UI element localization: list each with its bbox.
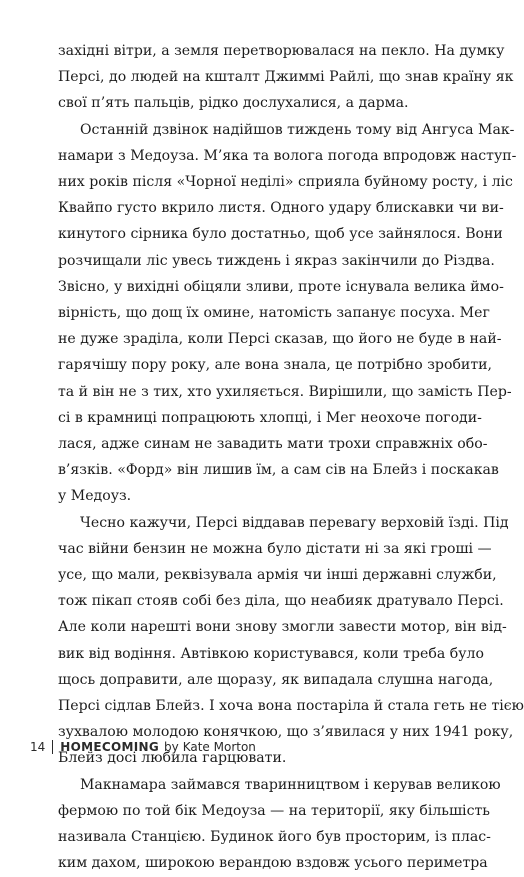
text-line: розчищали ліс увесь тиждень і якраз закінчили до Різдва. (58, 252, 495, 269)
author-name: Kate Morton (182, 740, 256, 754)
text-line: Але коли нарешті вони знову змогли завести мотор, він від- (58, 619, 507, 636)
text-line: західні вітри, а земля перетворювалася на пекло. На думку (58, 43, 505, 59)
text-line: та й він не з тих, хто ухиляється. Вирішили, що замість Пер- (58, 383, 512, 400)
text-line: в’язків. «Форд» він лишив їм, а сам сів на Блейз і поскакав (58, 462, 499, 479)
text-line: Персі, до людей на кшталт Джиммі Райлі, що знав країну як (58, 69, 514, 86)
text-line: тож пікап стояв собі без діла, що неабияк дратувало Персі. (58, 593, 504, 610)
text-line: щось доправити, але щоразу, як випадала слушна нагода, (58, 671, 494, 688)
text-line: не дуже зраділа, коли Персі сказав, що його не буде в най- (58, 331, 502, 348)
paragraph (58, 510, 524, 772)
text-line: них років після «Чорної неділі» сприяла буйному росту, і ліс (58, 174, 513, 191)
text-line: у Медоуз. (58, 488, 132, 505)
text-line: усе, що мали, реквізувала армія чи інші державні служби, (58, 567, 497, 584)
text-line: Квайпо густо вкрило листя. Одного удару блискавки чи ви- (58, 200, 504, 217)
text-line: сі в крамниці попрацюють хлопці, і Мег неохоче погоди- (58, 409, 482, 426)
text-line: називала Станцією. Будинок його був просторим, із плас- (58, 829, 491, 846)
text-line: Звісно, у вихідні обіцяли зливи, проте існувала велика ймо- (58, 278, 504, 295)
footer-separator (52, 740, 53, 754)
text-line: Чесно кажучи, Персі віддавав перевагу верховій їзді. Під (80, 514, 509, 531)
text-line: час війни бензин не можна було дістати ні за які гроші — (58, 540, 492, 557)
text-line: зухвалою молодою конячкою, що з’явилася у них 1941 року, (58, 724, 514, 741)
text-line: Макнамара займався тваринництвом і керував великою (80, 776, 501, 793)
text-line: Блейз досі любила гарцювати. (58, 750, 287, 767)
text-line: ким дахом, широкою верандою вздовж усього периметра (58, 855, 488, 872)
page-number: 14 (30, 740, 46, 754)
text-line: Останній дзвінок надійшов тиждень тому від Ангуса Мак- (80, 121, 515, 138)
text-line: гарячішу пору року, але вона знала, це потрібно зробити, (58, 357, 492, 374)
book-title: HOMECOMING (60, 740, 159, 754)
text-line: вірність, що дощ їх омине, натомість запанує посуха. Мег (58, 305, 490, 322)
text-line: кинутого сірника було достатньо, щоб усе зайнялося. Вони (58, 226, 503, 243)
text-line: лася, адже синам не завадить мати трохи справжніх обо- (58, 436, 488, 453)
text-line: вик від водіння. Автівкою користувався, коли треба було (58, 645, 484, 662)
by-label: by (163, 740, 179, 754)
paragraph (58, 772, 501, 877)
paragraph (58, 117, 517, 510)
text-line: свої п’ять пальців, рідко дослухалися, а дарма. (58, 95, 409, 112)
text-line: фермою по той бік Медоуза — на території, яку більшість (58, 802, 490, 819)
text-line: намари з Медоуза. М’яка та волога погода впродовж наступ- (58, 147, 517, 164)
page-footer (30, 740, 256, 754)
paragraph (58, 38, 514, 117)
text-line: Персі сідлав Блейз. І хоча вона постаріла й стала геть не тією (58, 698, 524, 715)
